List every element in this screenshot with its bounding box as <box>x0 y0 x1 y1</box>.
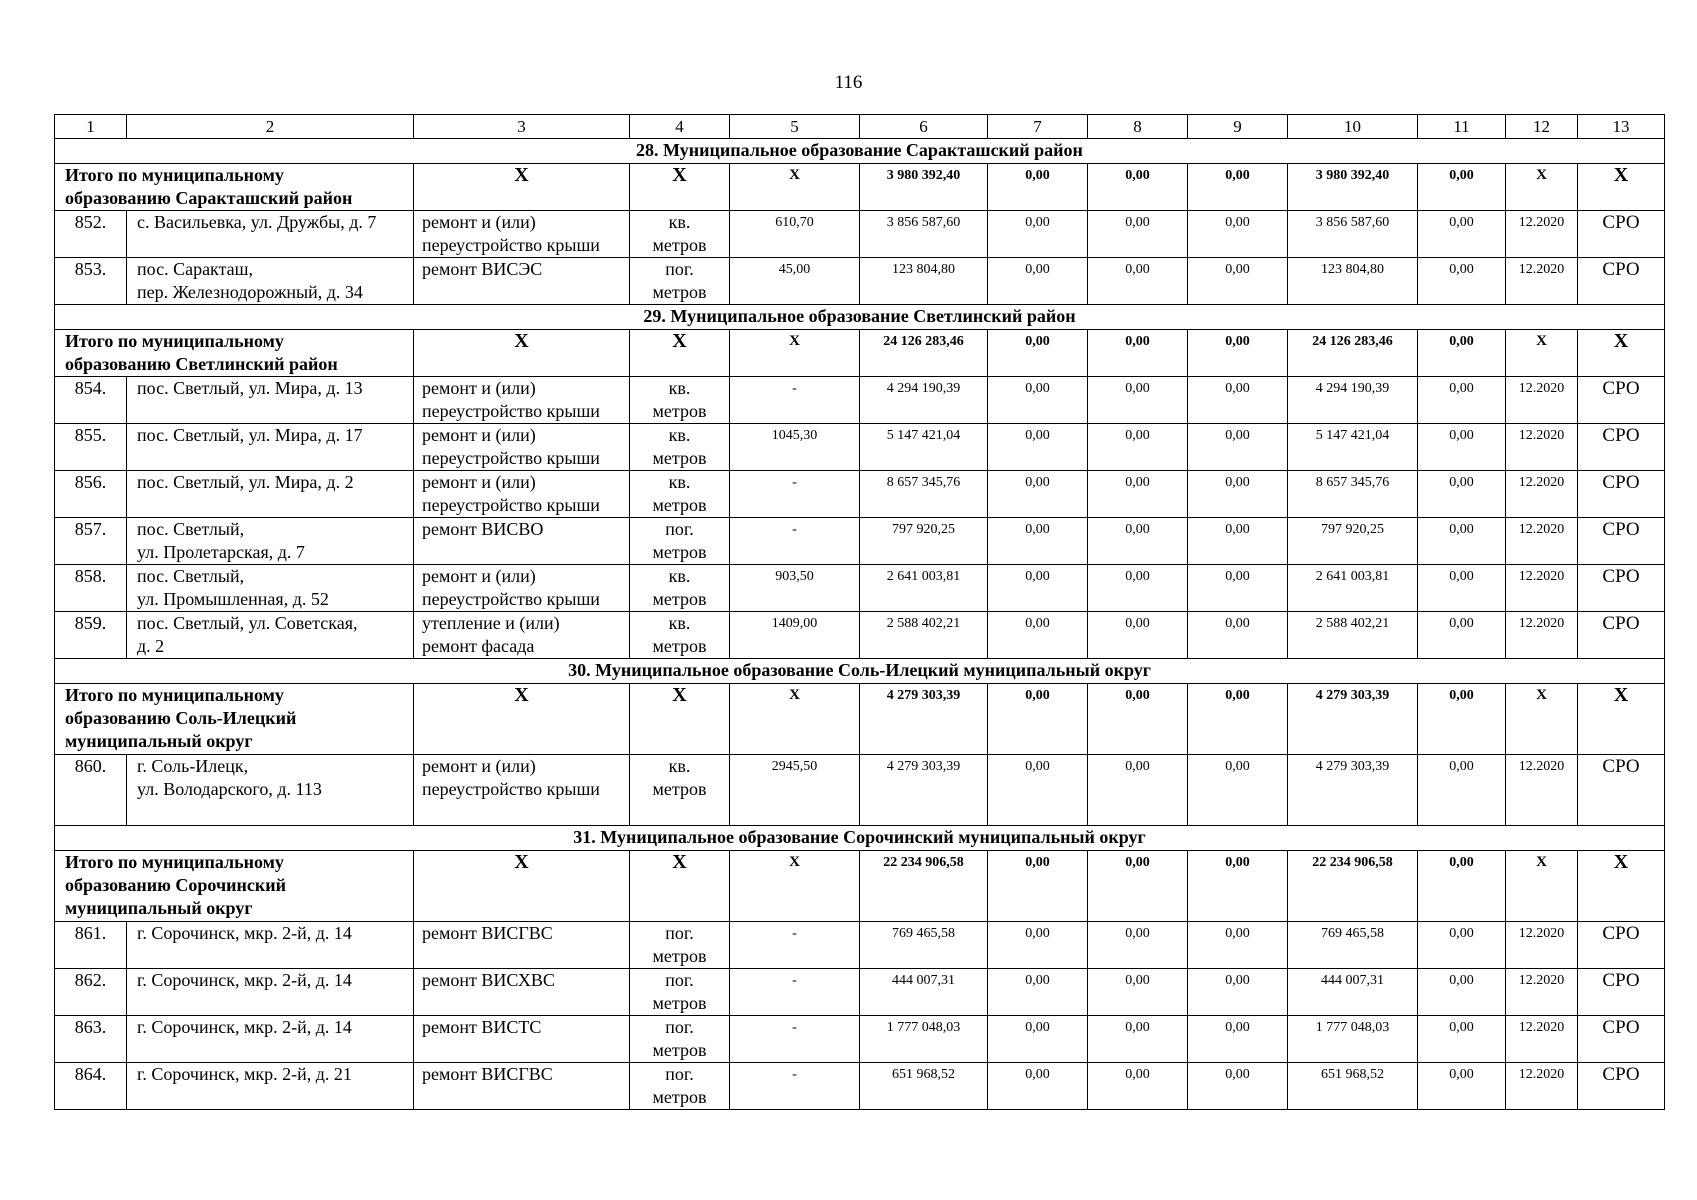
row-volume: - <box>730 377 860 424</box>
row-number: 857. <box>55 518 127 565</box>
row-amount-c8: 0,00 <box>1088 1063 1188 1110</box>
table-row <box>55 424 1665 471</box>
table-row <box>55 922 1665 969</box>
row-amount-c6: 651 968,52 <box>860 1063 988 1110</box>
total-volume: Х <box>730 684 860 755</box>
row-amount-c11: 0,00 <box>1418 211 1506 258</box>
row-amount-c11: 0,00 <box>1418 518 1506 565</box>
total-amount-c11: 0,00 <box>1418 851 1506 922</box>
table-row <box>55 211 1665 258</box>
section-title: 28. Муниципальное образование Саракташский район <box>55 139 1665 164</box>
section-title: 31. Муниципальное образование Сорочинский муниципальный округ <box>55 826 1665 851</box>
row-amount-c8: 0,00 <box>1088 922 1188 969</box>
row-number: 854. <box>55 377 127 424</box>
section-title: 29. Муниципальное образование Светлинский район <box>55 305 1665 330</box>
row-amount-c7: 0,00 <box>988 518 1088 565</box>
row-unit: кв. метров <box>630 755 730 826</box>
total-volume: Х <box>730 164 860 211</box>
row-deadline: 12.2020 <box>1506 612 1578 659</box>
total-volume: Х <box>730 330 860 377</box>
row-amount-c9: 0,00 <box>1188 518 1288 565</box>
row-amount-c10: 8 657 345,76 <box>1288 471 1418 518</box>
column-number: 13 <box>1578 115 1665 139</box>
row-work-type: ремонт ВИСХВС <box>414 969 630 1016</box>
row-amount-c7: 0,00 <box>988 969 1088 1016</box>
row-amount-c10: 123 804,80 <box>1288 258 1418 305</box>
row-method: СРО <box>1578 518 1665 565</box>
row-number: 852. <box>55 211 127 258</box>
total-amount-c11: 0,00 <box>1418 684 1506 755</box>
total-amount-c10: 24 126 283,46 <box>1288 330 1418 377</box>
total-amount-c11: 0,00 <box>1418 164 1506 211</box>
row-amount-c11: 0,00 <box>1418 1016 1506 1063</box>
total-method: Х <box>1578 851 1665 922</box>
row-amount-c10: 4 294 190,39 <box>1288 377 1418 424</box>
total-work-type: Х <box>414 684 630 755</box>
row-unit: кв. метров <box>630 377 730 424</box>
row-amount-c7: 0,00 <box>988 258 1088 305</box>
total-deadline: Х <box>1506 851 1578 922</box>
column-number: 11 <box>1418 115 1506 139</box>
table-row <box>55 565 1665 612</box>
total-amount-c6: 3 980 392,40 <box>860 164 988 211</box>
row-address: г. Соль-Илецк, ул. Володарского, д. 113 <box>127 755 414 826</box>
section-heading-row <box>55 139 1665 164</box>
row-address: пос. Светлый, ул. Мира, д. 2 <box>127 471 414 518</box>
total-label: Итого по муниципальному образованию Саракташский район <box>55 164 414 211</box>
row-amount-c9: 0,00 <box>1188 565 1288 612</box>
column-number: 12 <box>1506 115 1578 139</box>
total-amount-c8: 0,00 <box>1088 330 1188 377</box>
row-amount-c7: 0,00 <box>988 211 1088 258</box>
row-amount-c11: 0,00 <box>1418 565 1506 612</box>
row-unit: кв. метров <box>630 565 730 612</box>
total-label: Итого по муниципальному образованию Сорочинский муниципальный округ <box>55 851 414 922</box>
total-work-type: Х <box>414 164 630 211</box>
total-deadline: Х <box>1506 164 1578 211</box>
row-work-type: ремонт ВИСТС <box>414 1016 630 1063</box>
total-label: Итого по муниципальному образованию Соль-Илецкий муниципальный округ <box>55 684 414 755</box>
row-deadline: 12.2020 <box>1506 922 1578 969</box>
row-method: СРО <box>1578 565 1665 612</box>
column-number: 9 <box>1188 115 1288 139</box>
total-amount-c10: 22 234 906,58 <box>1288 851 1418 922</box>
row-deadline: 12.2020 <box>1506 1016 1578 1063</box>
row-amount-c8: 0,00 <box>1088 424 1188 471</box>
row-work-type: ремонт ВИСЭС <box>414 258 630 305</box>
column-number-row <box>55 115 1665 139</box>
total-amount-c9: 0,00 <box>1188 851 1288 922</box>
total-method: Х <box>1578 330 1665 377</box>
total-volume: Х <box>730 851 860 922</box>
row-amount-c8: 0,00 <box>1088 612 1188 659</box>
total-amount-c7: 0,00 <box>988 851 1088 922</box>
row-unit: пог. метров <box>630 518 730 565</box>
row-method: СРО <box>1578 755 1665 826</box>
row-volume: 1409,00 <box>730 612 860 659</box>
row-volume: - <box>730 969 860 1016</box>
row-unit: пог. метров <box>630 1016 730 1063</box>
row-work-type: ремонт ВИСГВС <box>414 1063 630 1110</box>
row-amount-c11: 0,00 <box>1418 1063 1506 1110</box>
total-amount-c6: 22 234 906,58 <box>860 851 988 922</box>
row-amount-c6: 123 804,80 <box>860 258 988 305</box>
row-work-type: ремонт ВИСВО <box>414 518 630 565</box>
column-number: 1 <box>55 115 127 139</box>
row-amount-c9: 0,00 <box>1188 258 1288 305</box>
row-amount-c7: 0,00 <box>988 565 1088 612</box>
row-number: 860. <box>55 755 127 826</box>
row-amount-c8: 0,00 <box>1088 518 1188 565</box>
row-number: 862. <box>55 969 127 1016</box>
section-heading-row <box>55 659 1665 684</box>
column-number: 10 <box>1288 115 1418 139</box>
row-deadline: 12.2020 <box>1506 471 1578 518</box>
row-volume: 610,70 <box>730 211 860 258</box>
row-volume: - <box>730 1016 860 1063</box>
row-unit: пог. метров <box>630 1063 730 1110</box>
row-volume: - <box>730 471 860 518</box>
row-address: пос. Светлый, ул. Промышленная, д. 52 <box>127 565 414 612</box>
total-amount-c10: 3 980 392,40 <box>1288 164 1418 211</box>
row-method: СРО <box>1578 1016 1665 1063</box>
column-number: 8 <box>1088 115 1188 139</box>
row-amount-c11: 0,00 <box>1418 377 1506 424</box>
column-number: 7 <box>988 115 1088 139</box>
row-amount-c10: 444 007,31 <box>1288 969 1418 1016</box>
row-amount-c7: 0,00 <box>988 1063 1088 1110</box>
row-amount-c10: 5 147 421,04 <box>1288 424 1418 471</box>
row-deadline: 12.2020 <box>1506 755 1578 826</box>
row-amount-c11: 0,00 <box>1418 922 1506 969</box>
row-amount-c7: 0,00 <box>988 424 1088 471</box>
total-amount-c9: 0,00 <box>1188 330 1288 377</box>
row-unit: кв. метров <box>630 612 730 659</box>
row-unit: кв. метров <box>630 424 730 471</box>
row-method: СРО <box>1578 1063 1665 1110</box>
row-amount-c6: 2 641 003,81 <box>860 565 988 612</box>
row-unit: пог. метров <box>630 258 730 305</box>
row-method: СРО <box>1578 471 1665 518</box>
row-number: 858. <box>55 565 127 612</box>
row-work-type: ремонт ВИСГВС <box>414 922 630 969</box>
row-number: 864. <box>55 1063 127 1110</box>
column-number: 4 <box>630 115 730 139</box>
row-amount-c8: 0,00 <box>1088 755 1188 826</box>
row-unit: кв. метров <box>630 471 730 518</box>
row-amount-c11: 0,00 <box>1418 258 1506 305</box>
total-amount-c11: 0,00 <box>1418 330 1506 377</box>
row-amount-c8: 0,00 <box>1088 1016 1188 1063</box>
row-amount-c6: 8 657 345,76 <box>860 471 988 518</box>
row-volume: - <box>730 518 860 565</box>
row-deadline: 12.2020 <box>1506 377 1578 424</box>
row-amount-c7: 0,00 <box>988 1016 1088 1063</box>
row-amount-c8: 0,00 <box>1088 471 1188 518</box>
row-amount-c6: 797 920,25 <box>860 518 988 565</box>
row-deadline: 12.2020 <box>1506 211 1578 258</box>
row-amount-c9: 0,00 <box>1188 471 1288 518</box>
total-amount-c7: 0,00 <box>988 164 1088 211</box>
section-heading-row <box>55 826 1665 851</box>
row-amount-c8: 0,00 <box>1088 969 1188 1016</box>
row-volume: - <box>730 922 860 969</box>
total-unit: Х <box>630 684 730 755</box>
row-amount-c9: 0,00 <box>1188 211 1288 258</box>
total-amount-c6: 24 126 283,46 <box>860 330 988 377</box>
row-amount-c9: 0,00 <box>1188 969 1288 1016</box>
row-amount-c9: 0,00 <box>1188 424 1288 471</box>
row-address: пос. Светлый, ул. Мира, д. 17 <box>127 424 414 471</box>
table-row <box>55 258 1665 305</box>
table-row <box>55 471 1665 518</box>
row-number: 853. <box>55 258 127 305</box>
row-amount-c8: 0,00 <box>1088 377 1188 424</box>
row-amount-c6: 3 856 587,60 <box>860 211 988 258</box>
total-work-type: Х <box>414 851 630 922</box>
total-amount-c8: 0,00 <box>1088 684 1188 755</box>
table-row <box>55 1016 1665 1063</box>
row-amount-c10: 2 641 003,81 <box>1288 565 1418 612</box>
row-amount-c6: 1 777 048,03 <box>860 1016 988 1063</box>
total-unit: Х <box>630 330 730 377</box>
total-deadline: Х <box>1506 330 1578 377</box>
page-number: 116 <box>834 72 863 93</box>
section-total-row <box>55 684 1665 755</box>
row-amount-c6: 4 294 190,39 <box>860 377 988 424</box>
row-amount-c6: 2 588 402,21 <box>860 612 988 659</box>
row-method: СРО <box>1578 612 1665 659</box>
row-amount-c10: 2 588 402,21 <box>1288 612 1418 659</box>
row-address: пос. Светлый, ул. Пролетарская, д. 7 <box>127 518 414 565</box>
row-amount-c9: 0,00 <box>1188 1016 1288 1063</box>
row-address: г. Сорочинск, мкр. 2-й, д. 14 <box>127 969 414 1016</box>
column-number: 2 <box>127 115 414 139</box>
row-work-type: ремонт и (или) переустройство крыши <box>414 377 630 424</box>
row-amount-c10: 1 777 048,03 <box>1288 1016 1418 1063</box>
row-address: г. Сорочинск, мкр. 2-й, д. 14 <box>127 1016 414 1063</box>
total-deadline: Х <box>1506 684 1578 755</box>
table-row <box>55 969 1665 1016</box>
total-label: Итого по муниципальному образованию Светлинский район <box>55 330 414 377</box>
row-amount-c6: 5 147 421,04 <box>860 424 988 471</box>
column-number: 5 <box>730 115 860 139</box>
section-total-row <box>55 851 1665 922</box>
row-amount-c9: 0,00 <box>1188 377 1288 424</box>
row-deadline: 12.2020 <box>1506 1063 1578 1110</box>
row-method: СРО <box>1578 258 1665 305</box>
row-amount-c11: 0,00 <box>1418 612 1506 659</box>
table-row <box>55 612 1665 659</box>
row-address: пос. Саракташ, пер. Железнодорожный, д. 34 <box>127 258 414 305</box>
row-address: г. Сорочинск, мкр. 2-й, д. 21 <box>127 1063 414 1110</box>
capital-repair-table <box>54 114 1665 1110</box>
row-work-type: утепление и (или) ремонт фасада <box>414 612 630 659</box>
row-address: пос. Светлый, ул. Мира, д. 13 <box>127 377 414 424</box>
row-unit: пог. метров <box>630 969 730 1016</box>
row-deadline: 12.2020 <box>1506 424 1578 471</box>
row-amount-c7: 0,00 <box>988 471 1088 518</box>
row-amount-c6: 769 465,58 <box>860 922 988 969</box>
row-method: СРО <box>1578 424 1665 471</box>
total-unit: Х <box>630 851 730 922</box>
row-amount-c11: 0,00 <box>1418 471 1506 518</box>
row-amount-c9: 0,00 <box>1188 922 1288 969</box>
row-amount-c10: 769 465,58 <box>1288 922 1418 969</box>
table-row <box>55 755 1665 826</box>
row-amount-c7: 0,00 <box>988 755 1088 826</box>
row-amount-c10: 3 856 587,60 <box>1288 211 1418 258</box>
total-method: Х <box>1578 684 1665 755</box>
row-method: СРО <box>1578 922 1665 969</box>
row-amount-c8: 0,00 <box>1088 565 1188 612</box>
row-amount-c9: 0,00 <box>1188 1063 1288 1110</box>
table-row <box>55 1063 1665 1110</box>
row-work-type: ремонт и (или) переустройство крыши <box>414 755 630 826</box>
row-volume: 1045,30 <box>730 424 860 471</box>
total-method: Х <box>1578 164 1665 211</box>
total-amount-c7: 0,00 <box>988 330 1088 377</box>
row-amount-c6: 4 279 303,39 <box>860 755 988 826</box>
row-work-type: ремонт и (или) переустройство крыши <box>414 424 630 471</box>
row-number: 855. <box>55 424 127 471</box>
row-number: 863. <box>55 1016 127 1063</box>
total-amount-c9: 0,00 <box>1188 164 1288 211</box>
section-heading-row <box>55 305 1665 330</box>
section-total-row <box>55 330 1665 377</box>
row-address: пос. Светлый, ул. Советская, д. 2 <box>127 612 414 659</box>
total-unit: Х <box>630 164 730 211</box>
total-amount-c6: 4 279 303,39 <box>860 684 988 755</box>
row-amount-c10: 4 279 303,39 <box>1288 755 1418 826</box>
total-amount-c10: 4 279 303,39 <box>1288 684 1418 755</box>
row-amount-c11: 0,00 <box>1418 969 1506 1016</box>
table-row <box>55 518 1665 565</box>
table-row <box>55 377 1665 424</box>
total-amount-c9: 0,00 <box>1188 684 1288 755</box>
total-work-type: Х <box>414 330 630 377</box>
row-unit: пог. метров <box>630 922 730 969</box>
row-deadline: 12.2020 <box>1506 258 1578 305</box>
row-method: СРО <box>1578 377 1665 424</box>
row-amount-c6: 444 007,31 <box>860 969 988 1016</box>
section-total-row <box>55 164 1665 211</box>
row-amount-c11: 0,00 <box>1418 424 1506 471</box>
total-amount-c8: 0,00 <box>1088 164 1188 211</box>
row-volume: 45,00 <box>730 258 860 305</box>
row-amount-c7: 0,00 <box>988 922 1088 969</box>
row-method: СРО <box>1578 211 1665 258</box>
row-work-type: ремонт и (или) переустройство крыши <box>414 565 630 612</box>
row-address: с. Васильевка, ул. Дружбы, д. 7 <box>127 211 414 258</box>
column-number: 3 <box>414 115 630 139</box>
section-title: 30. Муниципальное образование Соль-Илецкий муниципальный округ <box>55 659 1665 684</box>
row-deadline: 12.2020 <box>1506 969 1578 1016</box>
row-amount-c11: 0,00 <box>1418 755 1506 826</box>
row-address: г. Сорочинск, мкр. 2-й, д. 14 <box>127 922 414 969</box>
total-amount-c8: 0,00 <box>1088 851 1188 922</box>
row-amount-c7: 0,00 <box>988 377 1088 424</box>
row-amount-c10: 651 968,52 <box>1288 1063 1418 1110</box>
row-amount-c7: 0,00 <box>988 612 1088 659</box>
row-deadline: 12.2020 <box>1506 565 1578 612</box>
row-number: 856. <box>55 471 127 518</box>
row-amount-c10: 797 920,25 <box>1288 518 1418 565</box>
row-amount-c8: 0,00 <box>1088 211 1188 258</box>
row-work-type: ремонт и (или) переустройство крыши <box>414 471 630 518</box>
row-amount-c8: 0,00 <box>1088 258 1188 305</box>
row-amount-c9: 0,00 <box>1188 612 1288 659</box>
column-number: 6 <box>860 115 988 139</box>
row-unit: кв. метров <box>630 211 730 258</box>
row-volume: 903,50 <box>730 565 860 612</box>
total-amount-c7: 0,00 <box>988 684 1088 755</box>
row-amount-c9: 0,00 <box>1188 755 1288 826</box>
row-work-type: ремонт и (или) переустройство крыши <box>414 211 630 258</box>
row-number: 859. <box>55 612 127 659</box>
row-volume: 2945,50 <box>730 755 860 826</box>
row-number: 861. <box>55 922 127 969</box>
row-deadline: 12.2020 <box>1506 518 1578 565</box>
row-volume: - <box>730 1063 860 1110</box>
row-method: СРО <box>1578 969 1665 1016</box>
